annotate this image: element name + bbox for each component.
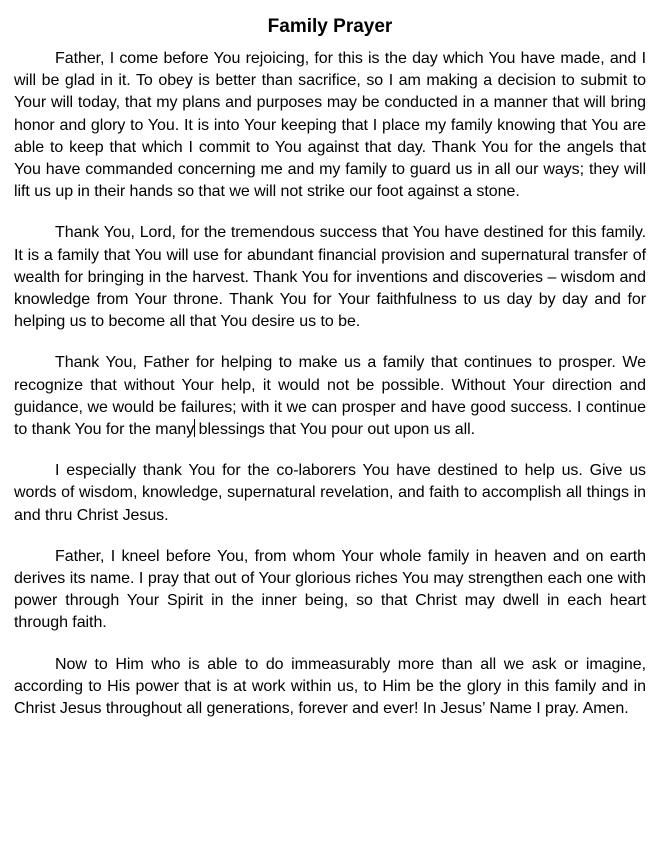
document-title: Family Prayer <box>267 16 393 37</box>
paragraph-3[interactable] <box>14 352 646 441</box>
paragraph-4[interactable]: I especially thank You for the co-laborers You have destined to help us. Give us words of wisdom, knowledge, supernatural revelation, and faith to accomplish all things in and thru Christ Jesus. <box>14 462 646 524</box>
document-page[interactable] <box>0 15 660 847</box>
paragraph-3-text-before-cursor: Thank You, Father for helping to make us a family that continues to prosper. We recognize that without Your help, it would not be possible. Without Your direction and guidance, we would be failures; with it we can prosper and have good success. I continue to thank You for the many <box>14 354 646 439</box>
paragraph-2[interactable]: Thank You, Lord, for the tremendous success that You have destined for this family. It is a family that You will use for abundant financial provision and supernatural transfer of wealth for bringing in the harvest. Thank You for inventions and discoveries – wisdom and knowledge from Your throne. Thank You for Your faithfulness to us day by day and for helping us to become all that You desire us to be. <box>14 224 646 331</box>
paragraph-3-text-after-cursor: blessings that You pour out upon us all. <box>194 421 476 439</box>
paragraph-5[interactable]: Father, I kneel before You, from whom Your whole family in heaven and on earth derives its name. I pray that out of Your glorious riches You may strengthen each one with power through Your Spirit in the inner being, so that Christ may dwell in each heart through faith. <box>14 547 646 632</box>
paragraph-6[interactable]: Now to Him who is able to do immeasurably more than all we ask or imagine, according to His power that is at work within us, to Him be the glory in this family and in Christ Jesus throughout all generations, forever and ever! In Jesus’ Name I pray. Amen. <box>14 655 646 718</box>
paragraph-1[interactable]: Father, I come before You rejoicing, for this is the day which You have made, and I will be glad in it. To obey is better than sacrifice, so I am making a decision to submit to Your will today, that my plans and purposes may be conducted in a manner that will bring honor and glory to You. It is into Your keeping that I place my family knowing that You are able to keep that which I commit to You against that day. Thank You for the angels that You have commanded concerning me and my family to guard us in all our ways; they will lift us up in their hands so that we will not strike our foot against a stone. <box>14 50 646 201</box>
